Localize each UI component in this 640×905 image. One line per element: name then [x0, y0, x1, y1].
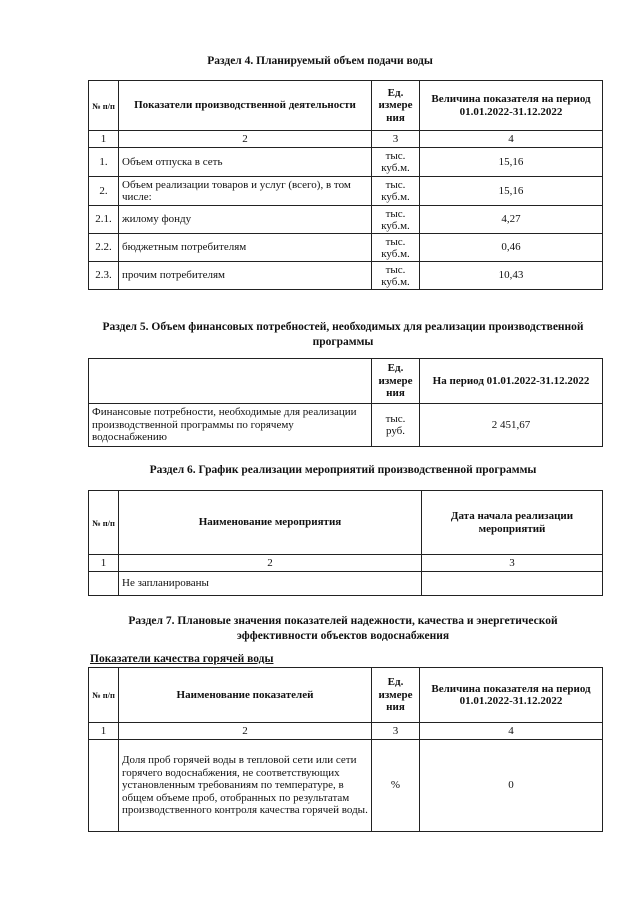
index-cell: 1 [89, 131, 119, 148]
table-header-row [89, 81, 603, 131]
col-header-empty [89, 359, 372, 404]
index-cell: 2 [119, 723, 372, 740]
table-row [89, 404, 603, 447]
table-row [89, 206, 603, 234]
section6-title: Раздел 6. График реализации мероприятий производственной программы [149, 464, 537, 476]
index-cell: 1 [89, 555, 119, 572]
col-header-value: Величина показателя на период 01.01.2022-31.12.2022 [420, 668, 603, 723]
table-row [89, 234, 603, 262]
row-num: 2.1. [89, 206, 119, 234]
section6-table [88, 490, 603, 596]
row-value: 0 [420, 740, 603, 832]
index-cell: 1 [89, 723, 119, 740]
col-header-name: Наименование показателей [119, 668, 372, 723]
row-unit: тыс. куб.м. [372, 234, 420, 262]
section5-title: Раздел 5. Объем финансовых потребностей, необходимых для реализации производственной программы [102, 321, 584, 348]
row-name: Объем отпуска в сеть [119, 148, 372, 177]
col-header-num: № п/п [89, 668, 119, 723]
table-header-row [89, 668, 603, 723]
row-value: 10,43 [420, 262, 603, 290]
col-header-date: Дата начала реализации мероприятий [422, 491, 603, 555]
row-name: Финансовые потребности, необходимые для реализации производственной программы по горячему водоснабжению [89, 404, 372, 447]
index-cell: 3 [372, 723, 420, 740]
col-header-name: Показатели производственной деятельности [119, 81, 372, 131]
index-cell: 4 [420, 723, 603, 740]
col-header-unit: Ед. измере ния [372, 668, 420, 723]
row-num [89, 572, 119, 596]
index-cell: 4 [420, 131, 603, 148]
section4-table [88, 80, 603, 290]
index-cell: 2 [119, 555, 422, 572]
row-date [422, 572, 603, 596]
row-unit: тыс. куб.м. [372, 262, 420, 290]
row-num: 2.2. [89, 234, 119, 262]
index-row [89, 555, 603, 572]
row-unit: тыс. куб.м. [372, 177, 420, 206]
col-header-value: Величина показателя на период 01.01.2022-31.12.2022 [420, 81, 603, 131]
table-row [89, 177, 603, 206]
table-row [89, 262, 603, 290]
col-header-unit: Ед. измере ния [372, 81, 420, 131]
row-num: 2.3. [89, 262, 119, 290]
row-unit: тыс. руб. [372, 404, 420, 447]
row-value: 15,16 [420, 148, 603, 177]
row-num [89, 740, 119, 832]
row-name: Доля проб горячей воды в тепловой сети или сети горячего водоснабжения, не соответствующих установленным требованиям по температуре, в общем объеме проб, отобранных по результатам производственного контроля качества горячей воды. [119, 740, 372, 832]
row-name: жилому фонду [119, 206, 372, 234]
col-header-value: На период 01.01.2022-31.12.2022 [420, 359, 603, 404]
table-row [89, 740, 603, 832]
row-num: 2. [89, 177, 119, 206]
index-row [89, 131, 603, 148]
col-header-unit: Ед. измере ния [372, 359, 420, 404]
col-header-num: № п/п [89, 491, 119, 555]
section5-table [88, 358, 603, 447]
row-name: Не запланированы [119, 572, 422, 596]
row-value: 2 451,67 [420, 404, 603, 447]
col-header-name: Наименование мероприятия [119, 491, 422, 555]
row-name: Объем реализации товаров и услуг (всего), в том числе: [119, 177, 372, 206]
row-name: прочим потребителям [119, 262, 372, 290]
section7-table [88, 667, 603, 832]
col-header-num: № п/п [89, 81, 119, 131]
row-unit: тыс. куб.м. [372, 148, 420, 177]
row-value: 0,46 [420, 234, 603, 262]
section7-title: Раздел 7. Плановые значения показателей надежности, качества и энергетической эффективности объектов водоснабжения [128, 615, 558, 642]
row-num: 1. [89, 148, 119, 177]
row-value: 4,27 [420, 206, 603, 234]
index-cell: 2 [119, 131, 372, 148]
row-name: бюджетным потребителям [119, 234, 372, 262]
table-row [89, 148, 603, 177]
row-value: 15,16 [420, 177, 603, 206]
section4-title: Раздел 4. Планируемый объем подачи воды [207, 55, 433, 67]
table-row [89, 572, 603, 596]
index-cell: 3 [422, 555, 603, 572]
table-header-row [89, 359, 603, 404]
section7-subtitle: Показатели качества горячей воды [90, 653, 274, 665]
row-unit: % [372, 740, 420, 832]
index-row [89, 723, 603, 740]
table-header-row [89, 491, 603, 555]
index-cell: 3 [372, 131, 420, 148]
row-unit: тыс. куб.м. [372, 206, 420, 234]
